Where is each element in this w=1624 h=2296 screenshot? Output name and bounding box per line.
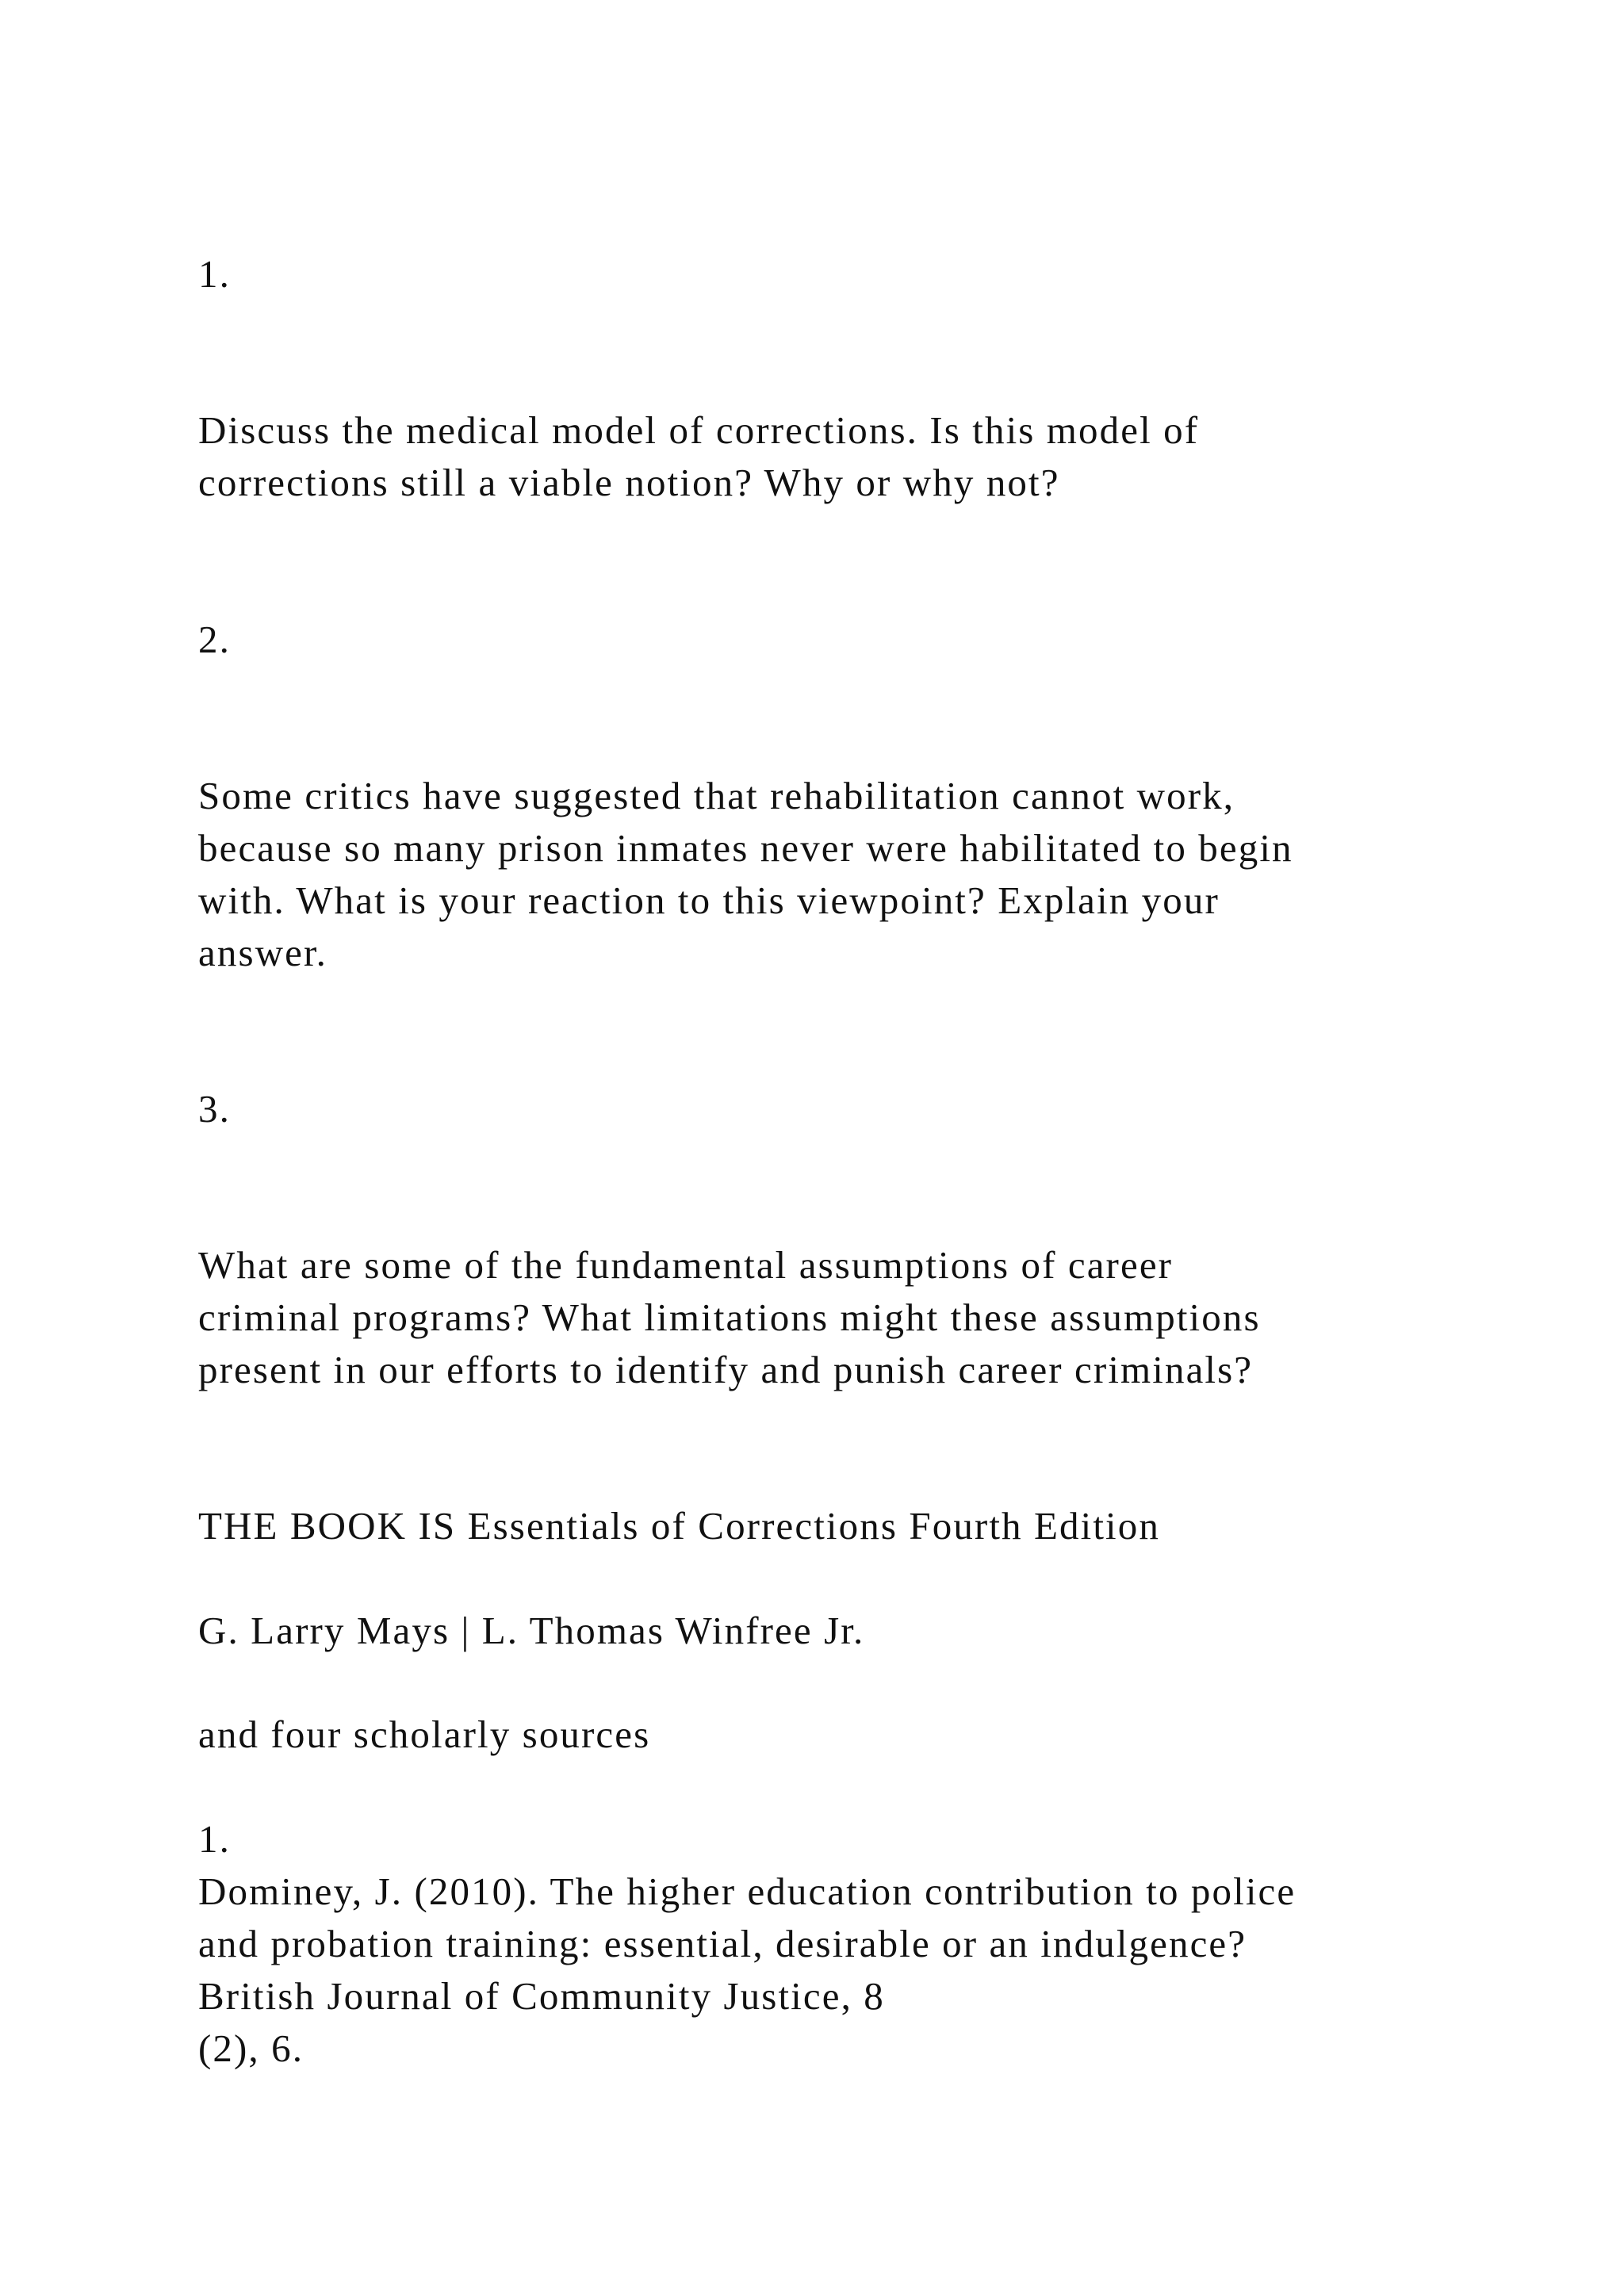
- sources-line: and four scholarly sources: [198, 1712, 651, 1756]
- question-1-line-2: corrections still a viable notion? Why or why not?: [198, 461, 1060, 504]
- question-3-line-3: present in our efforts to identify and punish career criminals?: [198, 1348, 1254, 1391]
- question-2-line-4: answer.: [198, 931, 328, 974]
- question-2-number: 2.: [198, 618, 231, 661]
- authors-line: G. Larry Mays | L. Thomas Winfree Jr.: [198, 1609, 865, 1652]
- source-1-line-4: (2), 6.: [198, 2026, 304, 2070]
- question-3-line-1: What are some of the fundamental assumptions of career: [198, 1243, 1174, 1287]
- question-2-line-2: because so many prison inmates never were habilitated to begin: [198, 826, 1293, 870]
- question-1-line-1: Discuss the medical model of corrections. Is this model of: [198, 408, 1200, 452]
- source-1-line-2: and probation training: essential, desirable or an indulgence?: [198, 1922, 1247, 1965]
- question-2-line-3: with. What is your reaction to this viewpoint? Explain your: [198, 878, 1220, 922]
- question-2-line-1: Some critics have suggested that rehabilitation cannot work,: [198, 774, 1235, 817]
- question-1-number: 1.: [198, 252, 231, 296]
- source-1-number: 1.: [198, 1817, 231, 1861]
- question-3-line-2: criminal programs? What limitations might these assumptions: [198, 1295, 1261, 1339]
- source-1-line-1: Dominey, J. (2010). The higher education contribution to police: [198, 1869, 1297, 1913]
- question-3-number: 3.: [198, 1087, 231, 1131]
- source-1-line-3: British Journal of Community Justice, 8: [198, 1974, 885, 2018]
- book-title-line: THE BOOK IS Essentials of Corrections Fourth Edition: [198, 1504, 1160, 1548]
